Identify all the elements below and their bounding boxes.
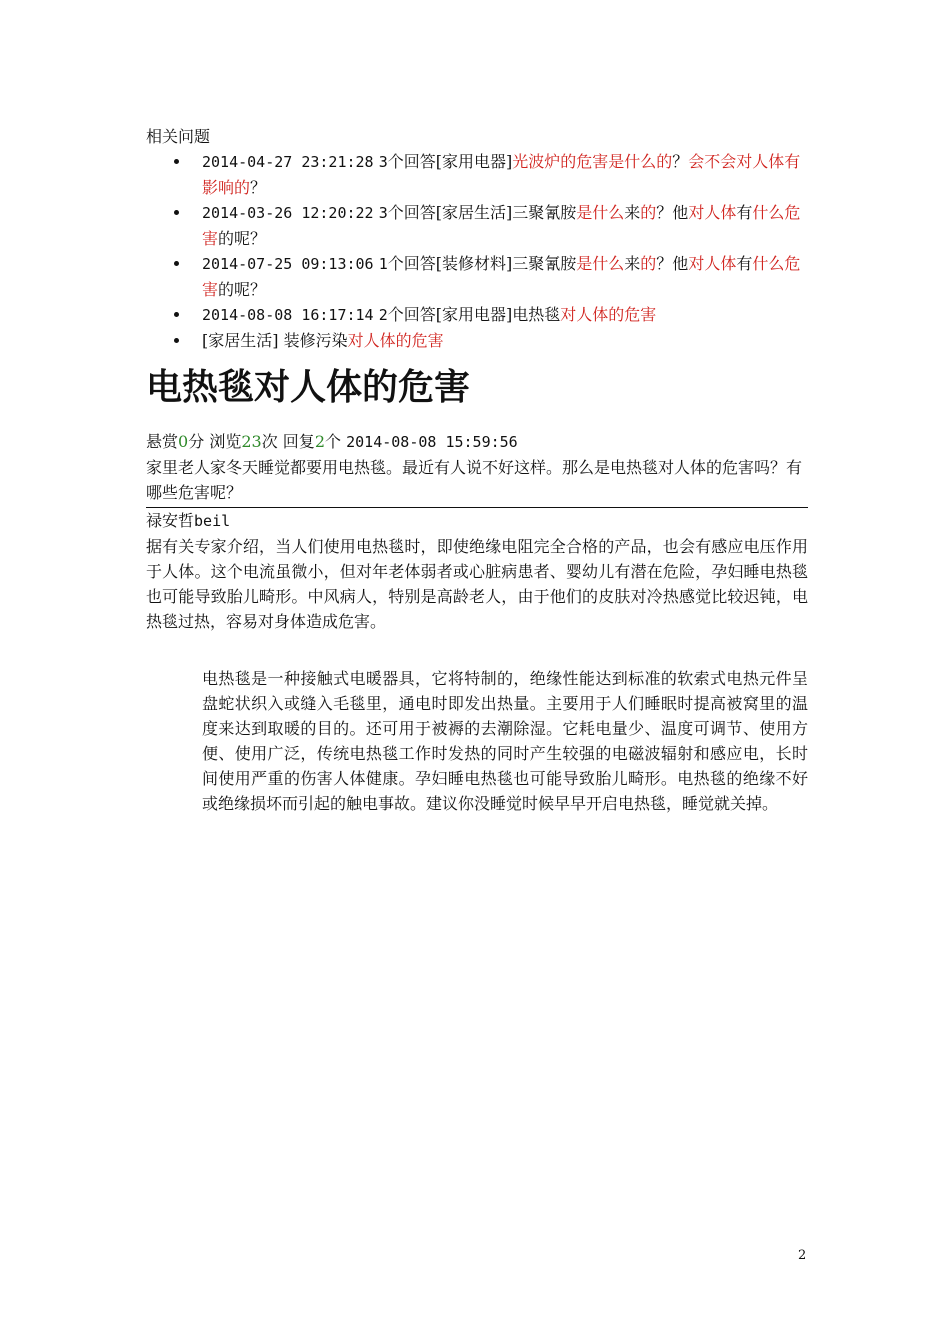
related-answer-count: 3: [378, 204, 388, 222]
question-datetime: 2014-08-08 15:59:56: [346, 433, 518, 451]
related-time: 2014-04-27 23:21:28: [202, 153, 374, 171]
replies-label: 回复: [282, 432, 315, 451]
related-title-part[interactable]: 的: [640, 254, 657, 273]
reward-unit: 分: [188, 432, 205, 451]
related-answer-count: 2: [378, 306, 388, 324]
answerer-name: 禄安哲: [146, 511, 195, 530]
related-title-part[interactable]: 三聚氰胺: [512, 254, 577, 273]
related-time: 2014-03-26 12:20:22: [202, 204, 374, 222]
document-page: [146, 124, 808, 816]
related-title-part[interactable]: 对人体的危害: [347, 331, 444, 350]
related-category: [家用电器]: [435, 305, 513, 324]
related-title-part[interactable]: ？: [250, 178, 267, 197]
related-title-part[interactable]: 装修污染: [283, 331, 348, 350]
related-category: [家居生活]: [435, 203, 513, 222]
bullet-icon: [174, 312, 179, 317]
views-label: 浏览: [209, 432, 242, 451]
related-title-part[interactable]: 什么危害: [202, 203, 801, 248]
related-item[interactable]: [146, 149, 808, 200]
related-item[interactable]: [146, 251, 808, 302]
related-title-part[interactable]: 的呢？: [218, 229, 267, 248]
bullet-icon: [174, 338, 179, 343]
answerer: [146, 508, 808, 534]
related-item[interactable]: [146, 200, 808, 251]
related-answer-count: 3: [378, 153, 388, 171]
answer-secondary: 电热毯是一种接触式电暖器具，它将特制的，绝缘性能达到标准的软索式电热元件呈盘蛇状织入或缝入毛毯里，通电时即发出热量。主要用于人们睡眠时提高被窝里的温度来达到取暖的目的。还可用于被褥的去潮除湿。它耗电量少、温度可调节、使用方便、使用广泛，传统电热毯工作时发热的同时产生较强的电磁波辐射和感应电，长时间使用严重的伤害人体健康。孕妇睡电热毯也可能导致胎儿畸形。电热毯的绝缘不好或绝缘损坏而引起的触电事故。建议你没睡觉时候早早开启电热毯，睡觉就关掉。: [202, 669, 808, 813]
related-title-part[interactable]: ？他: [656, 254, 689, 273]
related-title-part[interactable]: 对人体: [688, 203, 737, 222]
related-answer-suffix: 个回答: [387, 254, 436, 273]
related-title-part[interactable]: 什么危害: [202, 254, 801, 299]
related-title-part[interactable]: 三聚氰胺: [512, 203, 577, 222]
views-value: 23: [241, 432, 262, 451]
answerer-handle: beil: [194, 512, 231, 530]
related-title-part[interactable]: 的呢？: [218, 280, 267, 299]
bullet-icon: [174, 159, 179, 164]
related-item[interactable]: [146, 302, 808, 328]
replies-unit: 个: [325, 432, 342, 451]
replies-value: 2: [314, 432, 325, 451]
related-title-part[interactable]: 来: [624, 254, 641, 273]
related-item[interactable]: [146, 328, 808, 353]
question-meta: [146, 429, 808, 455]
related-title-part[interactable]: 有: [736, 203, 753, 222]
reward-value: 0: [178, 432, 189, 451]
page-number: 2: [798, 1248, 807, 1263]
related-title-part[interactable]: 电热毯: [512, 305, 561, 324]
bullet-icon: [174, 210, 179, 215]
related-title-part[interactable]: ？: [672, 152, 689, 171]
related-title-part[interactable]: 光波炉的危害是什么的: [512, 152, 673, 171]
reward-label: 悬赏: [146, 432, 179, 451]
related-list: [146, 149, 808, 353]
related-title-part[interactable]: 有: [736, 254, 753, 273]
related-title-part[interactable]: 的: [640, 203, 657, 222]
related-answer-suffix: 个回答: [387, 152, 436, 171]
related-answer-suffix: 个回答: [387, 203, 436, 222]
related-category: [家居生活]: [202, 331, 279, 350]
related-title-part[interactable]: 对人体: [688, 254, 737, 273]
related-title-part[interactable]: 对人体的危害: [560, 305, 657, 324]
page-title: 电热毯对人体的危害: [146, 367, 471, 408]
related-answer-suffix: 个回答: [387, 305, 436, 324]
related-title-part[interactable]: 来: [624, 203, 641, 222]
related-heading: 相关问题: [146, 127, 211, 146]
related-title-part[interactable]: 是什么: [576, 254, 625, 273]
related-time: 2014-07-25 09:13:06: [202, 255, 374, 273]
related-category: [家用电器]: [435, 152, 513, 171]
bullet-icon: [174, 261, 179, 266]
related-answer-count: 1: [378, 255, 388, 273]
related-category: [装修材料]: [435, 254, 513, 273]
related-time: 2014-08-08 16:17:14: [202, 306, 374, 324]
related-title-part[interactable]: 是什么: [576, 203, 625, 222]
related-title-part[interactable]: ？他: [656, 203, 689, 222]
answer-primary: 据有关专家介绍，当人们使用电热毯时，即使绝缘电阻完全合格的产品，也会有感应电压作用于人体。这个电流虽微小，但对年老体弱者或心脏病患者、婴幼儿有潜在危险，孕妇睡电热毯也可能导致胎儿畸形。中风病人，特别是高龄老人，由于他们的皮肤对冷热感觉比较迟钝，电热毯过热，容易对身体造成危害。: [146, 537, 808, 631]
question-text: 家里老人家冬天睡觉都要用电热毯。最近有人说不好这样。那么是电热毯对人体的危害吗？有哪些危害呢？: [146, 455, 808, 508]
related-title-part[interactable]: 会不会对人体有影响的: [202, 152, 801, 197]
views-unit: 次: [261, 432, 278, 451]
